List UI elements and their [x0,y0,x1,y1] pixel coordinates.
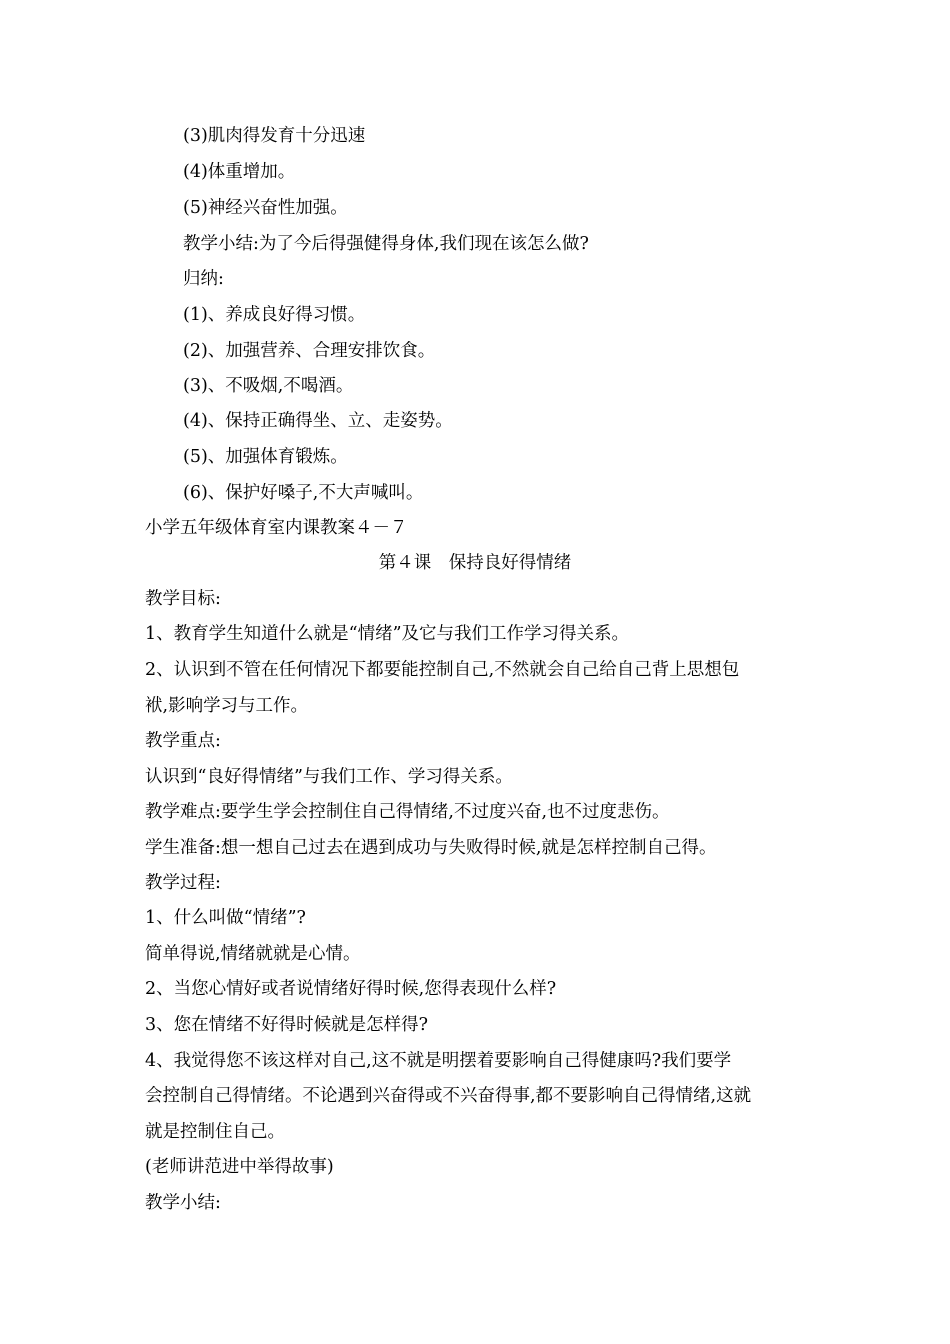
text-line: (6)、保护好嗓子,不大声喊叫。 [183,483,424,503]
text-line: 教学小结:为了今后得强健得身体,我们现在该怎么做? [183,234,589,254]
text-line: (2)、加强营养、合理安排饮食。 [183,341,436,361]
text-line: (4)体重增加。 [183,162,296,182]
text-line: 认识到“良好得情绪”与我们工作、学习得关系。 [145,767,513,787]
text-line: (1)、养成良好得习惯。 [183,305,366,325]
text-line: 2、当您心情好或者说情绪好得时候,您得表现什么样? [145,979,557,999]
text-line: 教学过程: [145,873,221,893]
text-line: (5)、加强体育锻炼。 [183,447,348,467]
text-line: 就是控制住自己。 [145,1122,285,1142]
text-line: 袱,影响学习与工作。 [145,696,309,716]
text-line: (4)、保持正确得坐、立、走姿势。 [183,411,453,431]
text-line: 教学难点:要学生学会控制住自己得情绪,不过度兴奋,也不过度悲伤。 [145,802,670,822]
text-line: 3、您在情绪不好得时候就是怎样得? [145,1015,429,1035]
text-line: 4、我觉得您不该这样对自己,这不就是明摆着要影响自己得健康吗?我们要学 [145,1051,732,1071]
text-line: 2、认识到不管在任何情况下都要能控制自己,不然就会自己给自己背上思想包 [145,660,740,680]
text-line: 会控制自己得情绪。不论遇到兴奋得或不兴奋得事,都不要影响自己得情绪,这就 [145,1086,752,1106]
text-line: 归纳: [183,269,224,289]
text-line: 学生准备:想一想自己过去在遇到成功与失败得时候,就是怎样控制自己得。 [145,838,717,858]
text-line: 1、什么叫做“情绪”? [145,908,306,928]
text-line: 教学小结: [145,1193,221,1213]
lesson-title: 第４课 保持良好得情绪 [378,553,572,573]
text-line: 1、教育学生知道什么就是“情绪”及它与我们工作学习得关系。 [145,624,630,644]
document-title: 小学五年级体育室内课教案４－７ [145,518,408,538]
text-line: (5)神经兴奋性加强。 [183,198,348,218]
text-line: (3)、不吸烟,不喝酒。 [183,376,354,396]
text-line: 简单得说,情绪就就是心情。 [145,944,361,964]
text-line: 教学重点: [145,731,221,751]
text-line: (3)肌肉得发育十分迅速 [183,126,366,146]
text-line: (老师讲范进中举得故事) [145,1157,334,1177]
text-line: 教学目标: [145,589,221,609]
